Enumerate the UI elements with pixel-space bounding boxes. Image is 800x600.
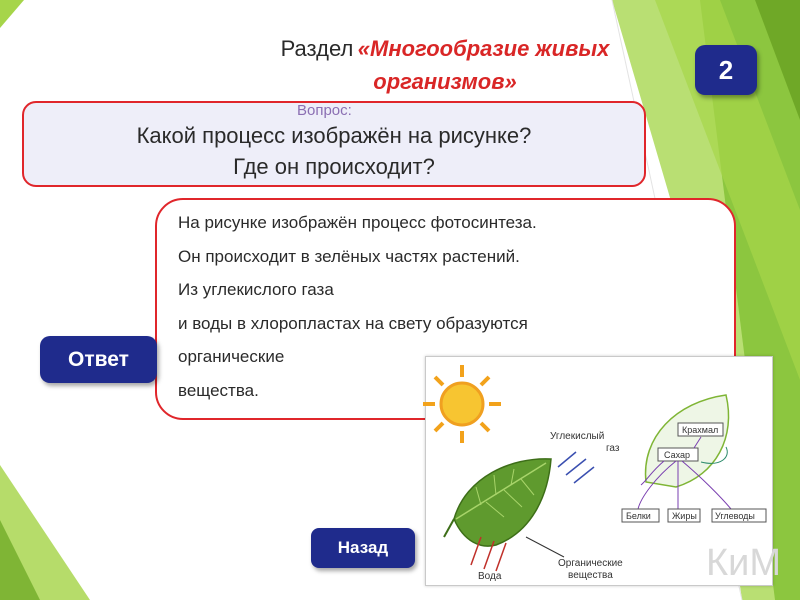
- photosynthesis-figure: [425, 356, 782, 586]
- co2-arrows: [558, 452, 594, 483]
- organic-label-line1: Органические: [558, 558, 623, 569]
- fats-label: Жиры: [672, 511, 697, 521]
- co2-label-line1: Углекислый: [550, 431, 605, 442]
- answer-line: На рисунке изображён процесс фотосинтеза.: [178, 213, 537, 232]
- question-number-badge: 2: [695, 45, 757, 95]
- question-text: [22, 120, 646, 182]
- leaf-icon: [444, 459, 551, 546]
- water-label: Вода: [478, 571, 502, 582]
- answer-line: вещества.: [178, 380, 259, 400]
- sugar-label: Сахар: [664, 450, 691, 460]
- photosynthesis-diagram: [426, 357, 782, 585]
- carbs-label: Углеводы: [715, 511, 755, 521]
- section-title-line1: «Многообразие живых: [357, 36, 610, 61]
- watermark-logo: КиМ: [706, 542, 782, 584]
- organic-label-line2: вещества: [568, 570, 613, 581]
- co2-label-line2: газ: [606, 443, 620, 454]
- section-title-line2: организмов»: [373, 69, 517, 94]
- proteins-label: Белки: [626, 511, 651, 521]
- starch-label: Крахмал: [682, 425, 719, 435]
- answer-button[interactable]: Ответ: [40, 336, 157, 383]
- question-label: Вопрос:: [297, 102, 352, 119]
- top-left-green-corner: [0, 0, 24, 28]
- back-button[interactable]: Назад: [311, 528, 415, 568]
- section-title: [205, 34, 685, 100]
- answer-line: Он происходит в зелёных частях растений.: [178, 246, 520, 266]
- organic-pointer: [526, 537, 564, 557]
- section-prefix: Раздел: [280, 36, 354, 61]
- answer-line: Из углекислого газа: [178, 280, 334, 299]
- answer-line: органические: [178, 347, 285, 366]
- question-line-1: Какой процесс изображён на рисунке?: [136, 123, 532, 148]
- leaf-outline-icon: [646, 395, 729, 487]
- question-line-2: Где он происходит?: [233, 154, 435, 179]
- sun-icon: [423, 365, 501, 443]
- answer-line: и воды в хлоропластах на свету образуются: [178, 313, 528, 333]
